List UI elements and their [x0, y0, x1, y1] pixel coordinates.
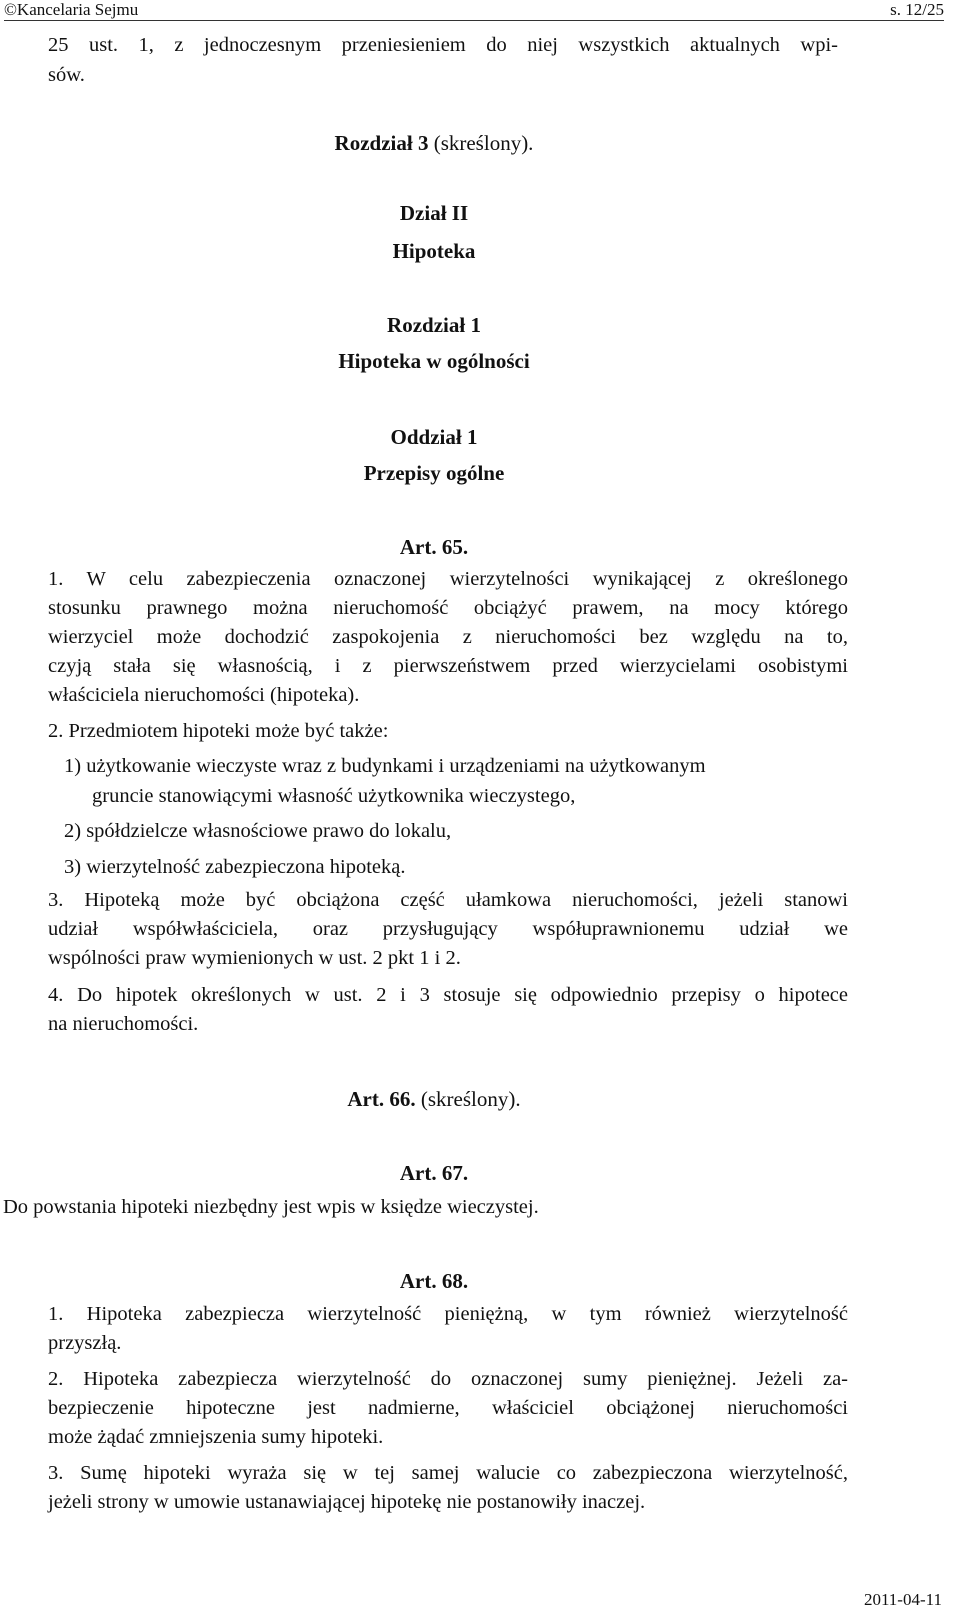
art-66-title: Art. 66.	[347, 1087, 416, 1111]
list-item-line: 1) użytkowanie wieczyste wraz z budynkami i urządzeniami na użytkowanym	[64, 755, 706, 777]
rozdzial-3-note: (skreślony).	[428, 131, 534, 155]
art-65-p1-line: czyją stała się własnością, i z pierwszeństwem przed wierzycielami osobistymi	[48, 655, 848, 677]
art-68-p2-line: może żądać zmniejszenia sumy hipoteki.	[48, 1426, 384, 1448]
art-66-heading	[0, 1084, 868, 1114]
art-65-p1-line: stosunku prawnego można nieruchomość obciążyć prawem, na mocy którego	[48, 597, 848, 619]
header-source: ©Kancelaria Sejmu	[4, 0, 139, 19]
art-65-p3-line: udział współwłaściciela, oraz przysługujący współuprawnionemu udział we	[48, 918, 848, 940]
art-68-p3-line: jeżeli strony w umowie ustanawiającej hipotekę nie postanowiły inaczej.	[48, 1491, 646, 1513]
art-65-list-item-2: 2) spółdzielcze własnościowe prawo do lokalu,	[64, 820, 452, 842]
art-68-p3-line: 3. Sumę hipoteki wyraża się w tej samej walucie co zabezpieczona wierzytelność,	[48, 1462, 848, 1484]
intro-line-2: sów.	[48, 64, 85, 86]
art-67-title: Art. 67.	[399, 1161, 469, 1185]
art-68-paragraph-1	[48, 1300, 848, 1358]
art-68-p1-line: 1. Hipoteka zabezpiecza wierzytelność pieniężną, w tym również wierzytelność	[48, 1303, 848, 1325]
art-68-p1-line: przyszłą.	[48, 1332, 122, 1354]
art-68-paragraph-2	[48, 1365, 848, 1452]
art-65-p4-line: 4. Do hipotek określonych w ust. 2 i 3 stosuje się odpowiednio przepisy o hipotece	[48, 984, 848, 1006]
page-number: s. 12/25	[890, 0, 944, 19]
art-65-title: Art. 65.	[399, 535, 469, 559]
art-65-list-item-1	[64, 751, 864, 811]
rozdzial-3-title: Rozdział 3	[334, 131, 429, 155]
oddzial-1-subtitle: Przepisy ogólne	[363, 461, 505, 485]
header-divider	[4, 20, 944, 21]
intro-line-1: 25 ust. 1, z jednoczesnym przeniesieniem do niej wszystkich aktualnych wpi-	[48, 34, 838, 56]
art-65-p1-line: właściciela nieruchomości (hipoteka).	[48, 684, 360, 706]
footer-date: 2011-04-11	[863, 1590, 942, 1609]
art-65-paragraph-4	[48, 981, 848, 1039]
art-68-paragraph-3	[48, 1459, 848, 1517]
art-65-p1-line: wierzyciel może dochodzić zaspokojenia z nieruchomości bez względu na to,	[48, 626, 848, 648]
art-65-list-item-3: 3) wierzytelność zabezpieczona hipoteką.	[64, 856, 406, 878]
art-65-paragraph-1	[48, 565, 848, 710]
oddzial-1-title: Oddział 1	[390, 425, 478, 449]
dzial-title: Dział II	[399, 201, 469, 225]
art-65-p1-line: 1. W celu zabezpieczenia oznaczonej wierzytelności wynikającej z określonego	[48, 568, 848, 590]
art-68-title: Art. 68.	[399, 1269, 469, 1293]
art-66-note: (skreślony).	[415, 1087, 521, 1111]
intro-paragraph	[48, 30, 848, 90]
art-65-p4-line: na nieruchomości.	[48, 1013, 199, 1035]
rozdzial-1-subtitle: Hipoteka w ogólności	[338, 349, 530, 373]
dzial-subtitle: Hipoteka	[392, 239, 476, 263]
list-item-continuation: gruncie stanowiącymi własność użytkownika wieczystego,	[92, 785, 576, 807]
art-65-paragraph-3	[48, 886, 848, 973]
art-68-p2-line: 2. Hipoteka zabezpiecza wierzytelność do oznaczonej sumy pieniężnej. Jeżeli za-	[48, 1368, 848, 1390]
art-65-paragraph-2-intro: 2. Przedmiotem hipoteki może być także:	[48, 720, 389, 742]
art-68-p2-line: bezpieczenie hipoteczne jest nadmierne, właściciel obciążonej nieruchomości	[48, 1397, 848, 1419]
art-65-p3-line: wspólności praw wymienionych w ust. 2 pkt 1 i 2.	[48, 947, 461, 969]
art-65-p3-line: 3. Hipoteką może być obciążona część ułamkowa nieruchomości, jeżeli stanowi	[48, 889, 848, 911]
rozdzial-1-title: Rozdział 1	[387, 313, 481, 337]
rozdzial-3-heading	[0, 128, 868, 158]
art-67-text: Do powstania hipoteki niezbędny jest wpis w księdze wieczystej.	[3, 1196, 539, 1218]
